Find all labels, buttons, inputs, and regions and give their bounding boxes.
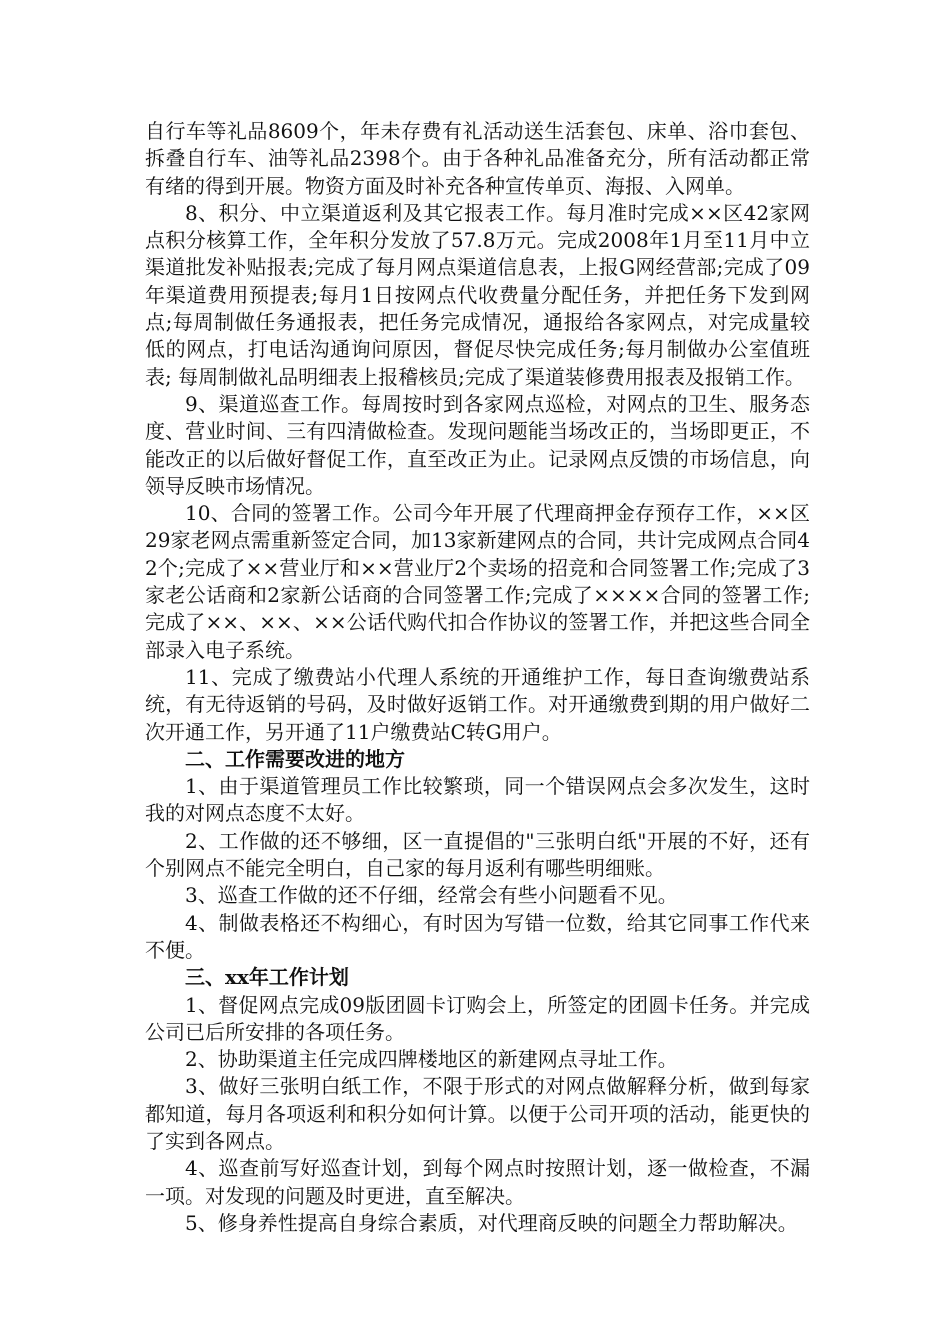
paragraph-item-8: 8、积分、中立渠道返利及其它报表工作。每月准时完成××区42家网点积分核算工作，全年积分发放了57.8万元。完成2008年1月至11月中立渠道批发补贴报表;完成了每月网点渠道信息表，上报G网经营部;完成了09年渠道费用预提表;每月1日按网点代收费量分配任务，并把任务下发到网点;每周制做任务通报表，把任务完成情况，通报给各家网点，对完成量较低的网点，打电话沟通询问原因，督促尽快完成任务;每月制做办公室值班表; 每周制做礼品明细表上报稽核员;完成了渠道装修费用报表及报销工作。 [145, 200, 810, 389]
paragraph-continuation: 自行车等礼品8609个，年未存费有礼活动送生活套包、床单、浴巾套包、拆叠自行车、油等礼品2398个。由于各种礼品准备充分，所有活动都正常有绪的得到开展。物资方面及时补充各种宣传单页、海报、入网单。 [145, 119, 810, 198]
paragraph-plan-2: 2、协助渠道主任完成四牌楼地区的新建网点寻址工作。 [185, 1047, 678, 1072]
section-heading-plan: 三、xx年工作计划 [185, 965, 349, 990]
paragraph-item-11: 11、完成了缴费站小代理人系统的开通维护工作，每日查询缴费站系统，有无待返销的号码，及时做好返销工作。对开通缴费到期的用户做好二次开通工作，另开通了11户缴费站C转G用户。 [145, 664, 810, 744]
paragraph-improvement-4: 4、制做表格还不构细心，有时因为写错一位数，给其它同事工作代来不便。 [145, 910, 810, 962]
section-heading-improvements: 二、工作需要改进的地方 [185, 746, 405, 771]
paragraph-plan-4: 4、巡查前写好巡查计划，到每个网点时按照计划，逐一做检查，不漏一项。对发现的问题及时更进，直至解决。 [145, 1156, 810, 1208]
paragraph-item-10: 10、合同的签署工作。公司今年开展了代理商押金存预存工作，××区29家老网点需重新签定合同，加13家新建网点的合同，共计完成网点合同42个;完成了××营业厅和××营业厅2个卖场的招竞和合同签署工作;完成了3家老公话商和2家新公话商的合同签署工作;完成了××××合同的签署工作;完成了××、××、××公话代购代扣合作协议的签署工作，并把这些合同全部录入电子系统。 [145, 501, 810, 662]
paragraph-plan-1: 1、督促网点完成09版团圆卡订购会上，所签定的团圆卡任务。并完成公司已后所安排的各项任务。 [145, 992, 810, 1044]
paragraph-improvement-1: 1、由于渠道管理员工作比较繁琐，同一个错误网点会多次发生，这时我的对网点态度不太好。 [145, 774, 810, 826]
paragraph-item-9: 9、渠道巡查工作。每周按时到各家网点巡检，对网点的卫生、服务态度、营业时间、三有四清做检查。发现问题能当场改正的，当场即更正，不能改正的以后做好督促工作，直至改正为止。记录网点反馈的市场信息，向领导反映市场情况。 [145, 391, 810, 498]
paragraph-improvement-2: 2、工作做的还不够细，区一直提倡的"三张明白纸"开展的不好，还有个别网点不能完全明白，自己家的每月返利有哪些明细账。 [145, 828, 810, 881]
paragraph-plan-5: 5、修身养性提高自身综合素质，对代理商反映的问题全力帮助解决。 [185, 1210, 798, 1235]
paragraph-improvement-3: 3、巡查工作做的还不仔细，经常会有些小问题看不见。 [185, 883, 678, 908]
document-page [145, 118, 810, 1237]
paragraph-plan-3: 3、做好三张明白纸工作，不限于形式的对网点做解释分析，做到每家都知道，每月各项返利和积分如何计算。以便于公司开项的活动，能更快的了实到各网点。 [145, 1074, 810, 1153]
